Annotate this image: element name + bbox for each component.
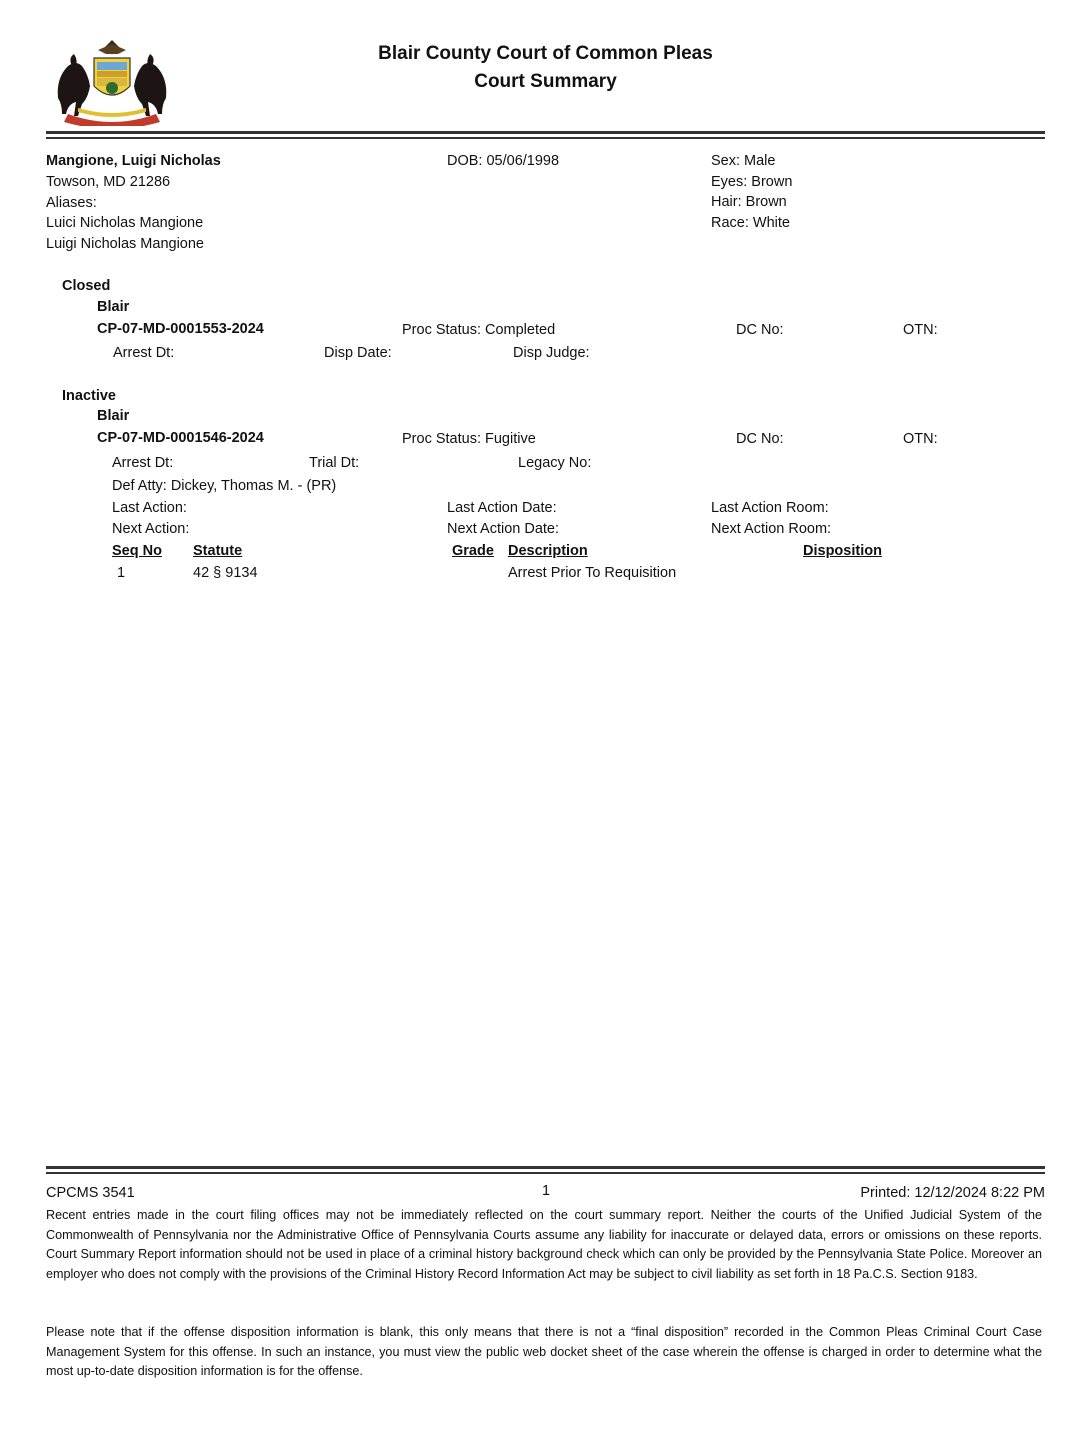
header-divider-thin <box>46 137 1045 139</box>
last-action-date-label: Last Action Date: <box>447 500 557 516</box>
trial-date-label: Trial Dt: <box>309 455 360 471</box>
footer-divider-thin <box>46 1172 1045 1174</box>
last-action-room-label: Last Action Room: <box>711 500 829 516</box>
proc-status: Proc Status: Completed <box>402 322 556 338</box>
form-id: CPCMS 3541 <box>46 1185 135 1201</box>
column-header-description: Description <box>508 543 588 559</box>
legacy-no-label: Legacy No: <box>518 455 592 471</box>
column-header-statute: Statute <box>193 543 243 559</box>
footer-divider <box>46 1166 1045 1169</box>
charge-statute: 42 § 9134 <box>193 565 258 581</box>
defendant-sex: Sex: Male <box>711 153 776 169</box>
column-header-grade: Grade <box>452 543 494 559</box>
defendant-hair: Hair: Brown <box>711 194 787 210</box>
printed-timestamp: Printed: 12/12/2024 8:22 PM <box>860 1185 1045 1201</box>
proc-status: Proc Status: Fugitive <box>402 431 536 447</box>
alias-item: Luigi Nicholas Mangione <box>46 236 204 252</box>
section-heading-closed: Closed <box>62 278 111 294</box>
arrest-date-label: Arrest Dt: <box>113 345 175 361</box>
alias-item: Luici Nicholas Mangione <box>46 215 204 231</box>
charge-seq-no: 1 <box>117 565 126 581</box>
disposition-note-paragraph: Please note that if the offense disposition information is blank, this only means that there is not a “final disposition” recorded in the Common Pleas Criminal Court Case Management System for this offense. In such an instance, you must view the public web docket sheet of the case wherein the offense is charged in order to determine what the most up-to-date disposition information is for the offense. <box>46 1325 1042 1379</box>
last-action-label: Last Action: <box>112 500 187 516</box>
defendant-dob: DOB: 05/06/1998 <box>447 153 560 169</box>
report-title: Court Summary <box>474 71 617 92</box>
defendant-address: Towson, MD 21286 <box>46 174 171 190</box>
defendant-eyes: Eyes: Brown <box>711 174 793 190</box>
docket-number: CP-07-MD-0001546-2024 <box>97 430 264 446</box>
dc-no-label: DC No: <box>736 431 784 447</box>
arrest-date-label: Arrest Dt: <box>112 455 174 471</box>
disp-judge-label: Disp Judge: <box>513 345 590 361</box>
section-heading-inactive: Inactive <box>62 388 116 404</box>
next-action-date-label: Next Action Date: <box>447 521 560 537</box>
disp-date-label: Disp Date: <box>324 345 392 361</box>
header-divider <box>46 131 1045 134</box>
otn-label: OTN: <box>903 322 938 338</box>
defense-attorney: Def Atty: Dickey, Thomas M. - (PR) <box>112 478 337 494</box>
next-action-room-label: Next Action Room: <box>711 521 832 537</box>
page-number: 1 <box>542 1183 551 1199</box>
otn-label: OTN: <box>903 431 938 447</box>
court-name: Blair County Court of Common Pleas <box>378 43 713 64</box>
column-header-seq-no: Seq No <box>112 543 162 559</box>
county-name: Blair <box>97 299 130 315</box>
disclaimer-paragraph: Recent entries made in the court filing offices may not be immediately reflected on the court summary report. Neither the courts of the Unified Judicial System of the Commonwealth of Pennsylvania nor the Administrative Office of Pennsylvania Courts assume any liability for inaccurate or delayed data, errors or omissions on these reports. Court Summary Report information should not be used in place of a criminal history background check which can only be provided by the Pennsylvania State Police. Moreover an employer who does not comply with the provisions of the Criminal History Record Information Act may be subject to civil liability as set forth in 18 Pa.C.S. Section 9183. <box>46 1208 1042 1281</box>
dc-no-label: DC No: <box>736 322 784 338</box>
charge-description: Arrest Prior To Requisition <box>508 565 677 581</box>
county-name: Blair <box>97 408 130 424</box>
column-header-disposition: Disposition <box>803 543 882 559</box>
defendant-race: Race: White <box>711 215 790 231</box>
docket-number: CP-07-MD-0001553-2024 <box>97 321 264 337</box>
aliases-label: Aliases: <box>46 195 97 211</box>
next-action-label: Next Action: <box>112 521 190 537</box>
defendant-name: Mangione, Luigi Nicholas <box>46 153 221 169</box>
